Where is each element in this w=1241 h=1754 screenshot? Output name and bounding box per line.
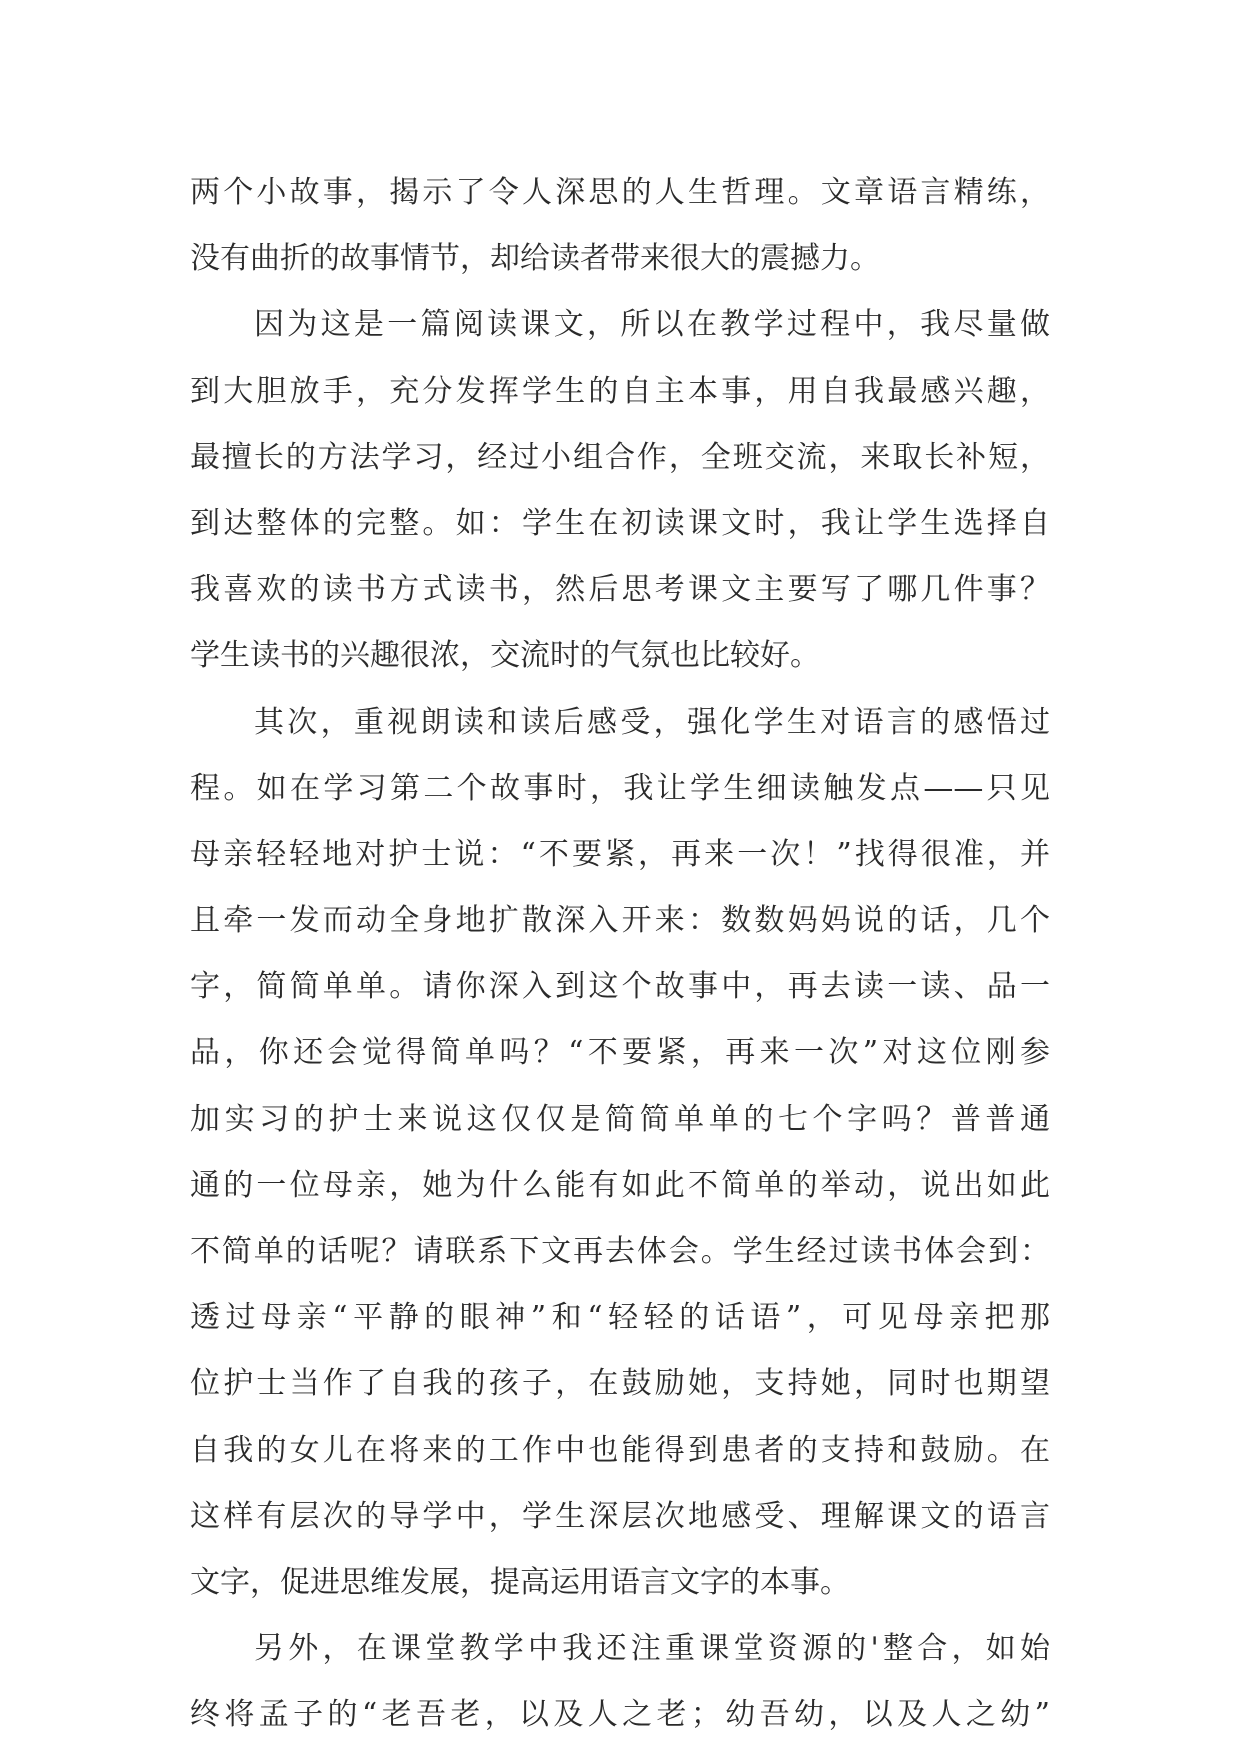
text-line: 不简单的话呢？请联系下文再去体会。学生经过读书体会到： <box>190 1234 1050 1269</box>
text-line: 位护士当作了自我的孩子，在鼓励她，支持她，同时也期望 <box>190 1366 1050 1402</box>
document-body <box>190 160 1050 1749</box>
text-line: 透过母亲“平静的眼神”和“轻轻的话语”，可见母亲把那 <box>190 1300 1050 1336</box>
text-line: 最擅长的方法学习，经过小组合作，全班交流，来取长补短， <box>190 439 1050 475</box>
text-line: 母亲轻轻地对护士说：“不要紧，再来一次！”找得很准，并 <box>190 836 1050 872</box>
text-line: 加实习的护士来说这仅仅是简简单单的七个字吗？普普通 <box>190 1101 1050 1137</box>
text-line: 我喜欢的读书方式读书，然后思考课文主要写了哪几件事？ <box>190 572 1050 608</box>
text-line: 品，你还会觉得简单吗？“不要紧，再来一次”对这位刚参 <box>190 1035 1050 1071</box>
paragraph-end-line: 学生读书的兴趣很浓，交流时的气氛也比较好。 <box>190 638 820 674</box>
paragraph-start-line: 因为这是一篇阅读课文，所以在教学过程中，我尽量做 <box>254 307 1050 343</box>
text-line: 且牵一发而动全身地扩散深入开来：数数妈妈说的话，几个 <box>190 903 1050 939</box>
text-line: 两个小故事，揭示了令人深思的人生哲理。文章语言精练， <box>190 175 1050 210</box>
text-line: 到达整体的完整。如：学生在初读课文时，我让学生选择自 <box>190 505 1050 541</box>
text-line: 字，简简单单。请你深入到这个故事中，再去读一读、品一 <box>190 969 1050 1005</box>
text-line: 终将孟子的“老吾老，以及人之老；幼吾幼，以及人之幼” <box>190 1697 1050 1733</box>
paragraph-end-line: 文字，促进思维发展，提高运用语言文字的本事。 <box>190 1564 850 1600</box>
text-line: 到大胆放手，充分发挥学生的自主本事，用自我最感兴趣， <box>190 373 1050 409</box>
text-line: 通的一位母亲，她为什么能有如此不简单的举动，说出如此 <box>190 1167 1050 1203</box>
text-line: 这样有层次的导学中，学生深层次地感受、理解课文的语言 <box>190 1498 1050 1534</box>
text-line: 程。如在学习第二个故事时，我让学生细读触发点——只见 <box>190 770 1050 806</box>
paragraph-start-line: 其次，重视朗读和读后感受，强化学生对语言的感悟过 <box>254 704 1050 740</box>
text-line: 自我的女儿在将来的工作中也能得到患者的支持和鼓励。在 <box>190 1432 1050 1468</box>
paragraph-start-line: 另外，在课堂教学中我还注重课堂资源的'整合，如始 <box>254 1631 1050 1667</box>
paragraph-end-line: 没有曲折的故事情节，却给读者带来很大的震撼力。 <box>190 241 880 277</box>
